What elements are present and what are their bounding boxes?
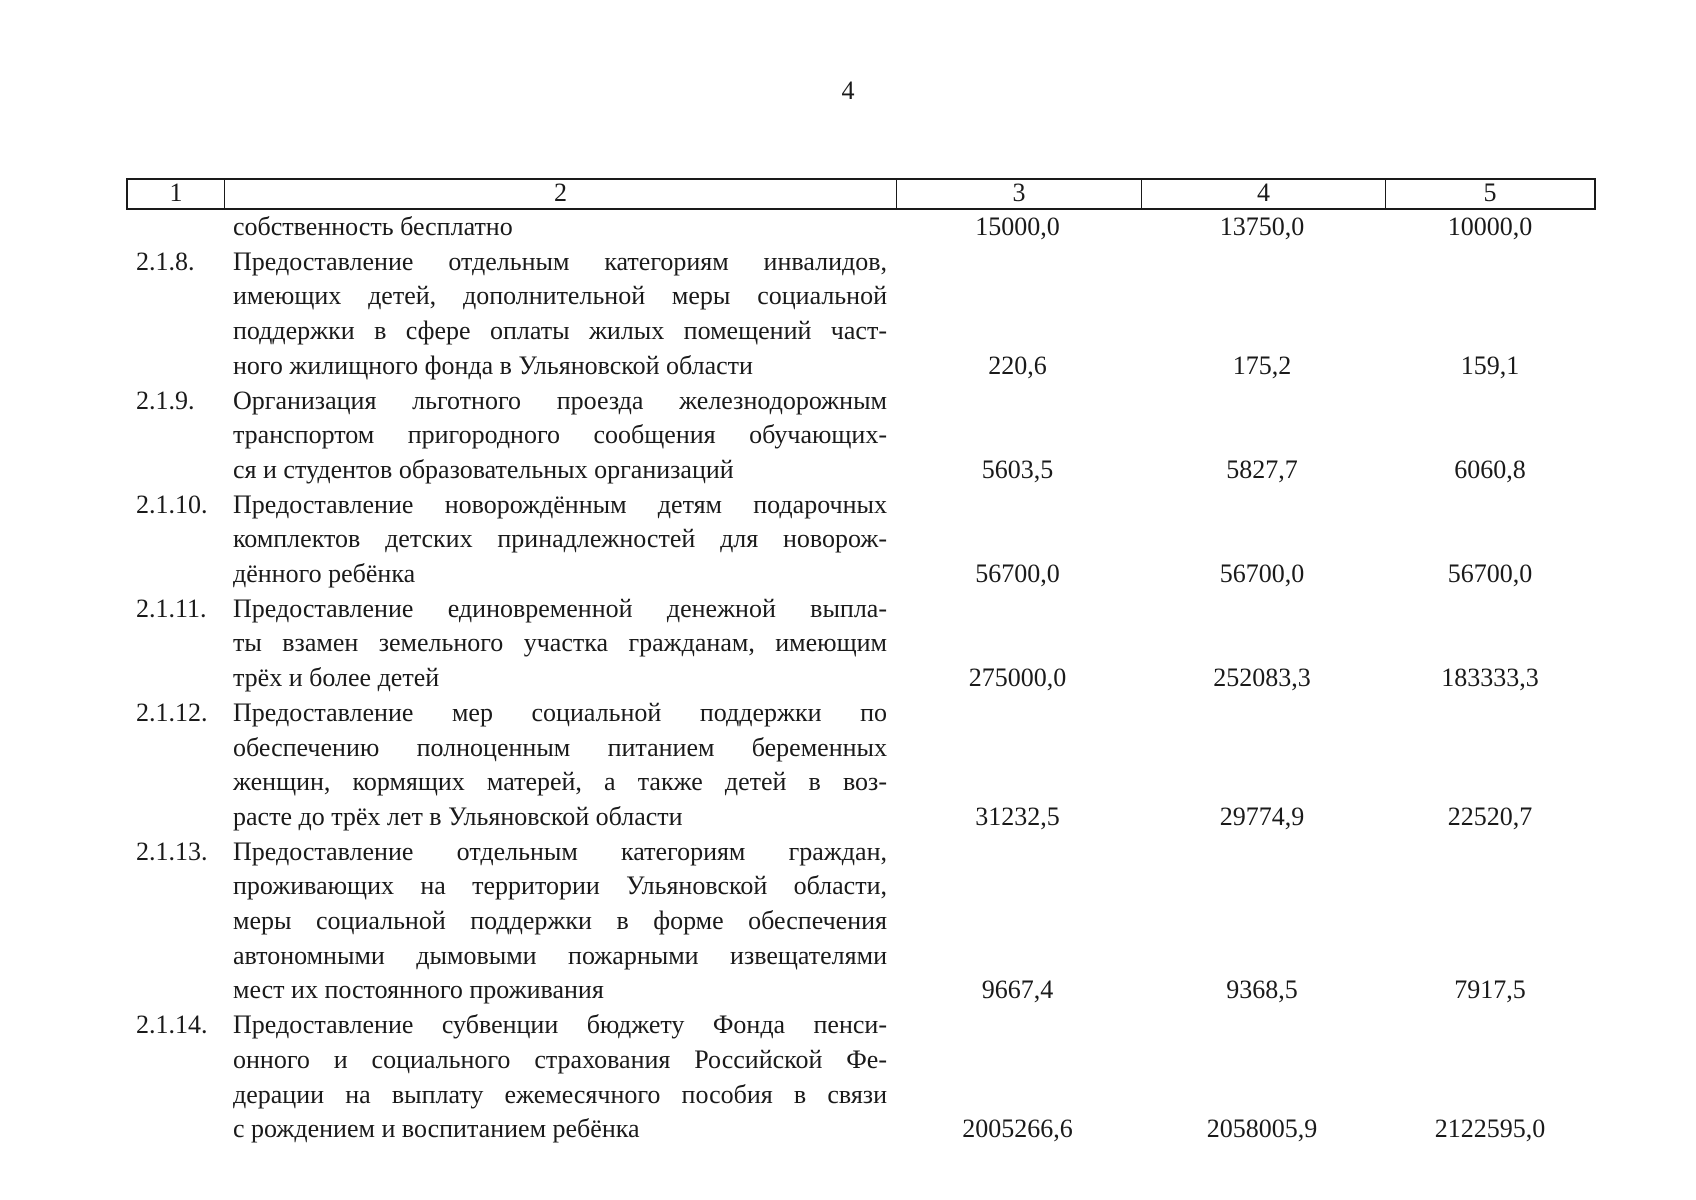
header-col-1: 1 <box>128 180 225 208</box>
table-row <box>126 488 1596 592</box>
description-line: проживающих на территории Ульяновской области, <box>233 871 887 901</box>
row-description <box>223 384 895 488</box>
table-row <box>126 1008 1596 1147</box>
value-col-5: 10000,0 <box>1447 212 1533 241</box>
description-line: ного жилищного фонда в Ульяновской области <box>233 350 753 380</box>
table-row <box>126 835 1596 1009</box>
description-line: собственность бесплатно <box>233 212 513 241</box>
description-line: транспортом пригородного сообщения обучающих- <box>233 420 887 450</box>
row-number: 2.1.13. <box>136 836 208 866</box>
description-line: трёх и более детей <box>233 663 440 693</box>
row-description <box>223 696 895 835</box>
table-body <box>126 210 1596 1147</box>
description-line: ся и студентов образовательных организаций <box>233 454 734 484</box>
description-line: Предоставление новорождённым детям подарочных <box>233 489 887 519</box>
description-line: Организация льготного проезда железнодорожным <box>233 385 887 415</box>
table-header <box>126 178 1596 210</box>
row-number: 2.1.10. <box>136 489 208 519</box>
description-line: женщин, кормящих матерей, а также детей в воз- <box>233 767 887 797</box>
description-line: Предоставление единовременной денежной выпла- <box>233 593 887 623</box>
value-col-4: 252083,3 <box>1213 663 1311 693</box>
description-line: автономными дымовыми пожарными извещателями <box>233 940 887 970</box>
row-number: 2.1.12. <box>136 697 208 727</box>
table-row <box>126 245 1596 384</box>
value-col-4: 29774,9 <box>1219 801 1305 831</box>
value-col-3: 31232,5 <box>975 801 1060 831</box>
description-line: Предоставление субвенции бюджету Фонда пенси- <box>233 1010 887 1040</box>
value-col-4: 2058005,9 <box>1206 1114 1318 1144</box>
page-number: 4 <box>841 76 855 105</box>
row-description <box>223 245 895 384</box>
description-line: меры социальной поддержки в форме обеспечения <box>233 906 887 936</box>
row-description <box>223 210 895 245</box>
row-number: 2.1.11. <box>136 593 207 623</box>
table-row <box>126 210 1596 245</box>
row-description <box>223 592 895 696</box>
value-col-3: 5603,5 <box>981 454 1054 484</box>
description-line: мест их постоянного проживания <box>233 975 604 1005</box>
description-line: расте до трёх лет в Ульяновской области <box>233 801 683 831</box>
description-line: дённого ребёнка <box>233 559 416 589</box>
row-number: 2.1.8. <box>136 246 195 276</box>
value-col-5: 7917,5 <box>1454 975 1526 1005</box>
value-col-4: 56700,0 <box>1219 559 1305 589</box>
description-line: Предоставление отдельным категориям граждан, <box>233 836 887 866</box>
value-col-4: 13750,0 <box>1219 212 1305 241</box>
value-col-3: 275000,0 <box>968 663 1067 693</box>
table-row <box>126 384 1596 488</box>
row-description <box>223 1008 895 1147</box>
header-col-5: 5 <box>1483 178 1497 207</box>
value-col-3: 15000,0 <box>975 212 1060 241</box>
header-col-3: 3 <box>897 180 1142 208</box>
description-line: поддержки в сфере оплаты жилых помещений част- <box>233 316 887 346</box>
value-col-5: 159,1 <box>1460 350 1520 380</box>
description-line: с рождением и воспитанием ребёнка <box>233 1114 640 1144</box>
value-col-3: 220,6 <box>988 350 1047 380</box>
value-col-5: 22520,7 <box>1447 801 1533 831</box>
description-line: обеспечению полноценным питанием беременных <box>233 732 887 762</box>
value-col-5: 2122595,0 <box>1434 1114 1546 1144</box>
description-line: онного и социального страхования Российской Фе- <box>233 1044 887 1074</box>
row-description <box>223 488 895 592</box>
value-col-3: 9667,4 <box>981 975 1054 1005</box>
value-col-4: 175,2 <box>1232 350 1292 380</box>
table-row <box>126 592 1596 696</box>
description-line: ты взамен земельного участка гражданам, имеющим <box>233 628 887 658</box>
row-description <box>223 835 895 1009</box>
value-col-5: 183333,3 <box>1441 663 1539 693</box>
header-col-4: 4 <box>1142 180 1386 208</box>
value-col-4: 9368,5 <box>1226 975 1298 1005</box>
description-line: Предоставление отдельным категориям инвалидов, <box>233 246 887 276</box>
value-col-5: 6060,8 <box>1454 454 1526 484</box>
table-row <box>126 696 1596 835</box>
value-col-3: 2005266,6 <box>962 1114 1073 1144</box>
description-line: имеющих детей, дополнительной меры социальной <box>233 281 887 311</box>
row-number: 2.1.9. <box>136 385 195 415</box>
value-col-3: 56700,0 <box>975 559 1060 589</box>
row-number: 2.1.14. <box>136 1010 208 1040</box>
description-line: дерации на выплату ежемесячного пособия в связи <box>233 1079 887 1109</box>
description-line: комплектов детских принадлежностей для новорож- <box>233 524 887 554</box>
value-col-5: 56700,0 <box>1447 559 1533 589</box>
header-col-2: 2 <box>225 180 897 208</box>
value-col-4: 5827,7 <box>1226 454 1298 484</box>
description-line: Предоставление мер социальной поддержки по <box>233 697 887 727</box>
